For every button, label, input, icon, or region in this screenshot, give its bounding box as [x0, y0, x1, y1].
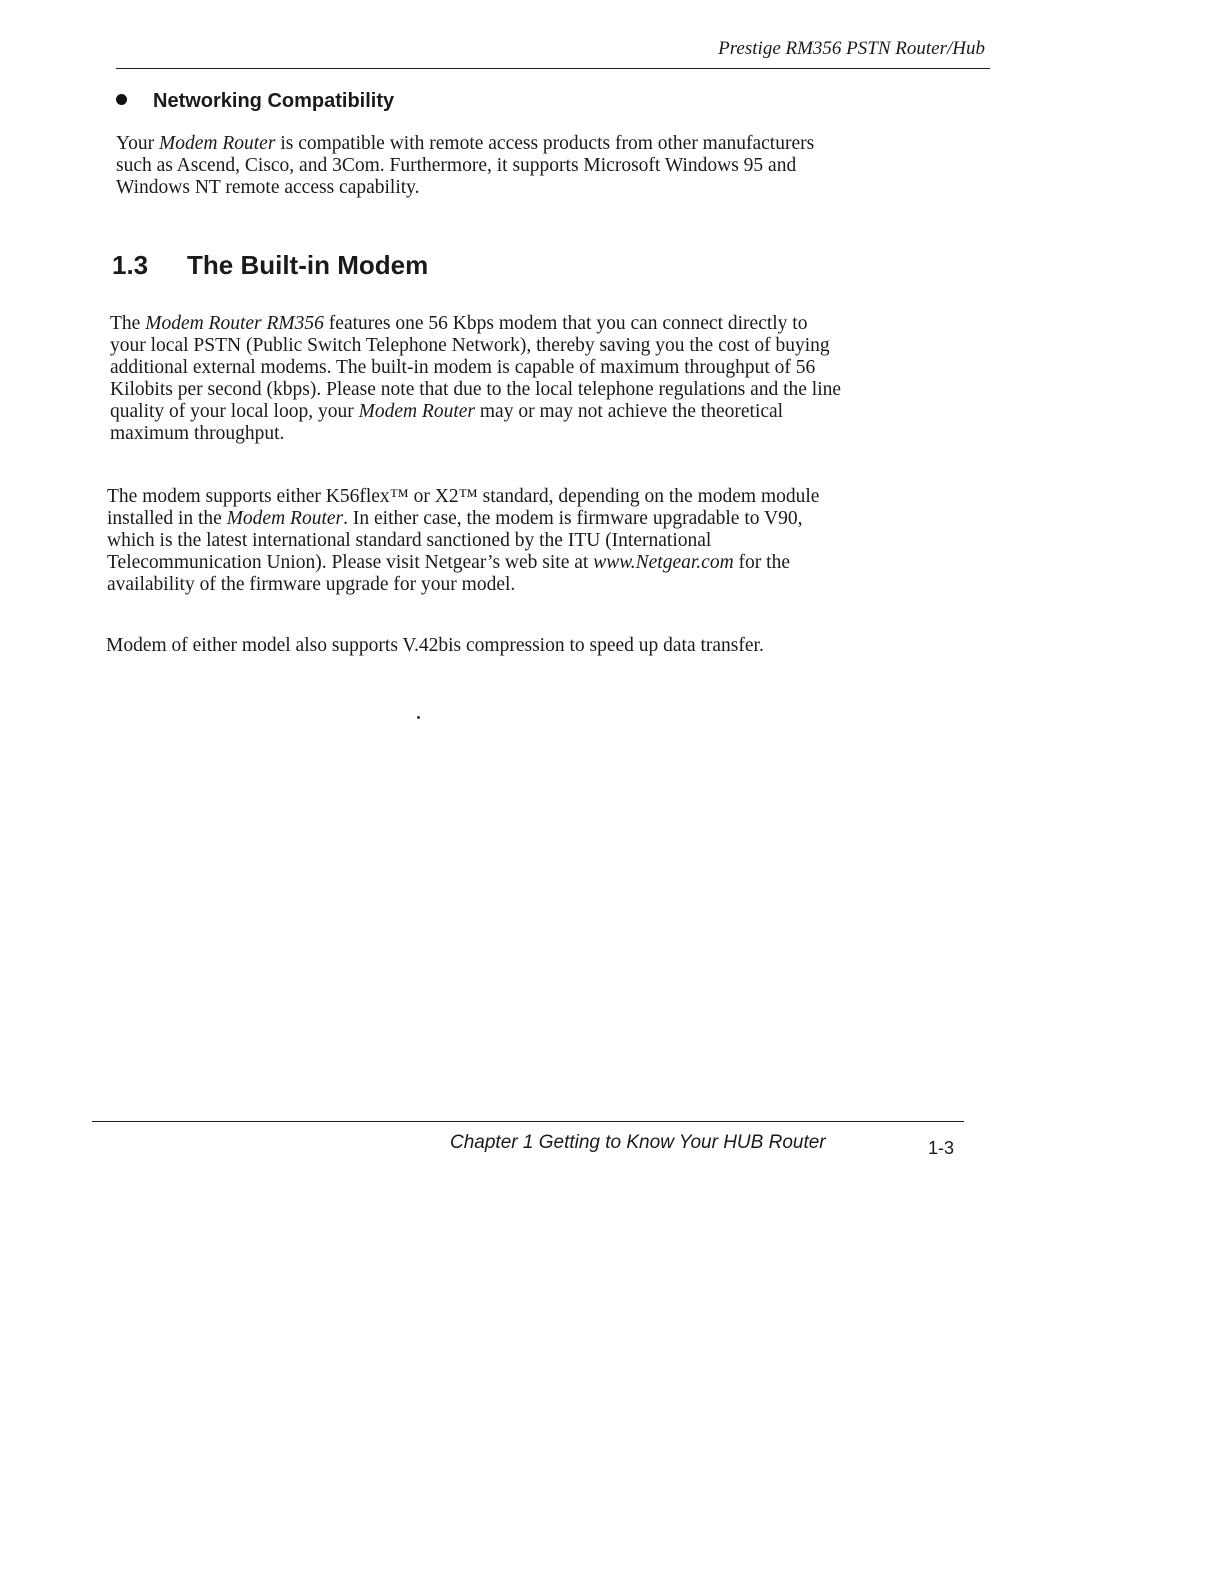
built-in-modem-paragraph-3 — [106, 635, 764, 657]
bullet-icon — [116, 94, 127, 105]
footer-rule — [92, 1121, 964, 1122]
footer-chapter-title: Chapter 1 Getting to Know Your HUB Router — [450, 1132, 826, 1153]
paragraph-line: The Modem Router RM356 features one 56 Kbps modem that you can connect directly to — [110, 313, 808, 334]
paragraph-line: quality of your local loop, your Modem Router may or may not achieve the theoretical — [110, 401, 784, 422]
paragraph-line: such as Ascend, Cisco, and 3Com. Furthermore, it supports Microsoft Windows 95 and — [116, 155, 797, 176]
paragraph-line: availability of the firmware upgrade for your model. — [107, 574, 516, 595]
networking-compatibility-heading — [116, 90, 394, 113]
paragraph-line: Kilobits per second (kbps). Please note that due to the local telephone regulations and the line — [110, 379, 842, 400]
paragraph-line: Modem of either model also supports V.42bis compression to speed up data transfer. — [106, 635, 764, 656]
running-header: Prestige RM356 PSTN Router/Hub — [718, 38, 985, 59]
paragraph-line: Telecommunication Union). Please visit Netgear’s web site at www.Netgear.com for the — [107, 552, 790, 573]
built-in-modem-paragraph-1 — [110, 313, 841, 445]
header-rule — [116, 68, 990, 69]
built-in-modem-paragraph-2 — [107, 486, 819, 596]
section-number: 1.3 — [112, 250, 149, 280]
paragraph-line: your local PSTN (Public Switch Telephone Network), thereby saving you the cost of buying — [110, 335, 830, 356]
paragraph-line: The modem supports either K56flex™ or X2™ standard, depending on the modem module — [107, 486, 820, 507]
paragraph-line: Your Modem Router is compatible with remote access products from other manufacturers — [116, 133, 815, 154]
section-title: The Built-in Modem — [187, 250, 429, 280]
paragraph-line: additional external modems. The built-in modem is capable of maximum throughput of 56 — [110, 357, 816, 378]
paragraph-line: Windows NT remote access capability. — [116, 177, 420, 198]
paragraph-line: maximum throughput. — [110, 423, 285, 444]
page-number: 1-3 — [928, 1138, 955, 1158]
paragraph-line: installed in the Modem Router. In either case, the modem is firmware upgradable to V90, — [107, 508, 803, 529]
networking-compatibility-paragraph — [116, 133, 814, 199]
scan-speck — [417, 716, 420, 719]
bullet-heading-text: Networking Compatibility — [153, 90, 395, 112]
section-heading — [112, 250, 428, 281]
paragraph-line: which is the latest international standard sanctioned by the ITU (International — [107, 530, 712, 551]
